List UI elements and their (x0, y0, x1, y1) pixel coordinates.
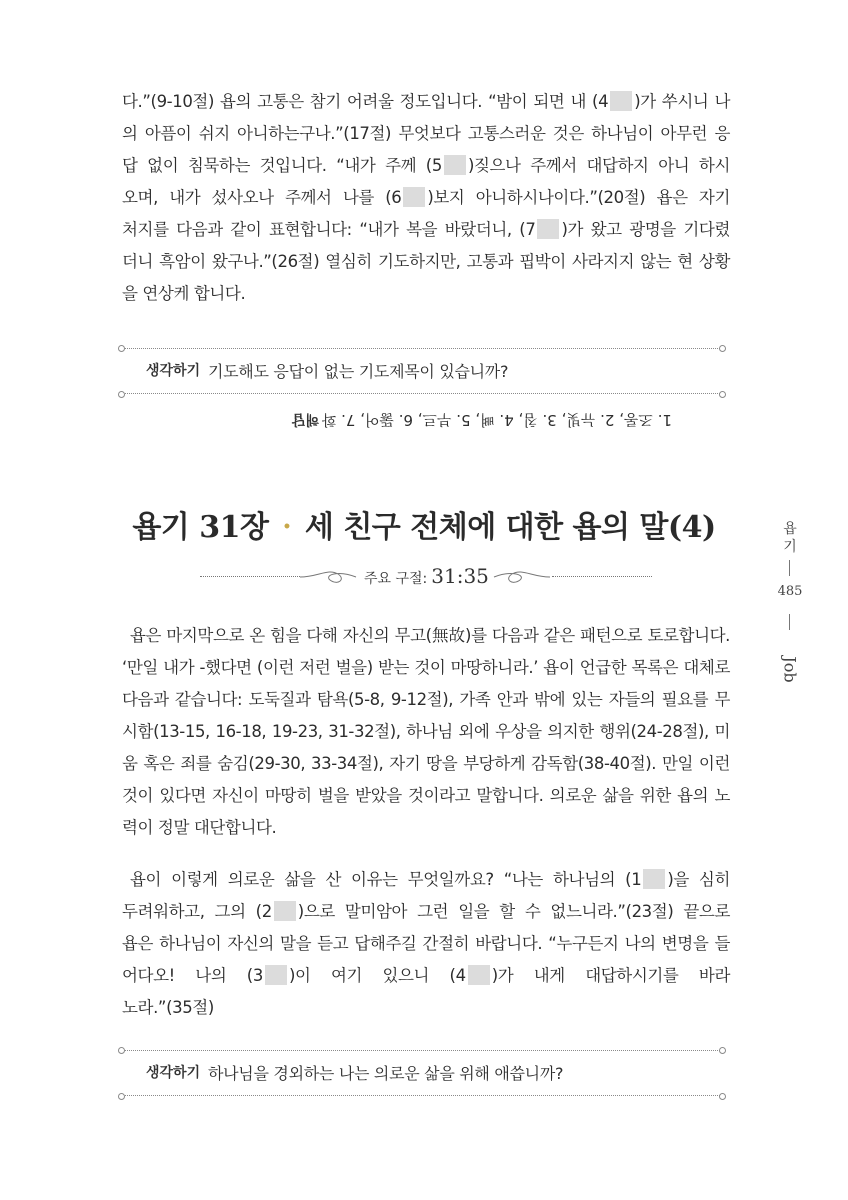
flourish-icon (492, 566, 552, 588)
page-number: 485 (777, 584, 803, 599)
text-segment: ‘만일 내가 -했다면 (이런 저런 벌을) 받는 것이 마땅하니라.’ 욥이 언급한 목록은 대체로 (122, 658, 730, 677)
text-segment: 력이 정말 대단합니다. (122, 818, 277, 837)
title-separator: • (282, 519, 291, 535)
key-verse-text: 주요 구절: 31:35 (364, 564, 489, 588)
text-segment: 시함(13-15, 16-18, 19-23, 31-32절), 하나님 외에 우상을 의지한 행위(24-28절), 미 (122, 722, 730, 741)
text-line (122, 246, 730, 278)
text-line (122, 214, 730, 246)
text-line (122, 278, 730, 310)
body-paragraph-2 (122, 864, 730, 1024)
text-line (122, 748, 730, 780)
text-segment: )이 여기 있으니 (4 (288, 966, 466, 985)
key-verse (200, 562, 652, 592)
text-segment: 어다오! 나의 (3 (122, 966, 263, 985)
text-line (122, 620, 730, 652)
body-paragraph-1 (122, 620, 730, 844)
answer-key (292, 404, 672, 434)
page-sidebar (770, 520, 810, 690)
think-question: 기도해도 응답이 없는 기도제목이 있습니까? (208, 362, 509, 381)
text-segment: )가 왔고 광명을 기다렸 (561, 220, 730, 239)
text-segment: )으로 말미암아 그런 일을 할 수 없느니라.”(23절) 끝으로 (297, 902, 730, 921)
text-line (122, 896, 730, 928)
fill-in-blank (265, 965, 287, 985)
fill-in-blank (468, 965, 490, 985)
ornament-line (200, 576, 300, 577)
text-line (122, 86, 730, 118)
text-line (122, 780, 730, 812)
ornament-dot (719, 391, 726, 398)
chapter-title-left: 욥기 31장 (132, 510, 269, 545)
text-segment: )가 쑤시니 나 (634, 92, 730, 111)
text-segment: 답 없이 침묵하는 것입니다. “내가 주께 (5 (122, 156, 442, 175)
text-segment: 욥은 마지막으로 온 힘을 다해 자신의 무고(無故)를 다음과 같은 패턴으로 토로합니다. (130, 626, 730, 645)
fill-in-blank (274, 901, 296, 921)
text-line (122, 812, 730, 844)
text-segment: 욥은 하나님이 자신의 말을 듣고 답해주길 간절히 바랍니다. “누구든지 나의 변명을 들 (122, 934, 730, 953)
text-segment: )가 내게 대답하시기를 바라 (491, 966, 730, 985)
text-segment: )짖으나 주께서 대답하지 아니 하시 (467, 156, 730, 175)
think-box-1 (122, 348, 722, 394)
think-box-2 (122, 1050, 722, 1096)
text-segment: 노라.”(35절) (122, 998, 214, 1017)
ornament-line (552, 576, 652, 577)
text-segment: 처지를 다음과 같이 표현합니다: “내가 복을 바랐더니, (7 (122, 220, 536, 239)
ornament-dot (118, 1093, 125, 1100)
text-segment: 을 연상케 합니다. (122, 284, 246, 303)
text-line (122, 960, 730, 992)
running-book-title: 욥기 (783, 521, 797, 555)
chapter-title (0, 502, 848, 546)
divider (122, 348, 722, 349)
answer-text: 1. 조롱, 2. 뉴빛, 3. 침, 4. 뼈, 5. 부르, 6. 뚫어, 7. 화 (321, 411, 672, 429)
text-line (122, 928, 730, 960)
think-question: 하나님을 경외하는 나는 의로운 삶을 위해 애씁니까? (208, 1064, 564, 1083)
text-segment: 오며, 내가 섰사오나 주께서 나를 (6 (122, 188, 402, 207)
ornament-dot (118, 1047, 125, 1054)
text-line (122, 716, 730, 748)
text-line (122, 992, 730, 1024)
think-label: 생각하기 (146, 1065, 201, 1081)
text-segment: 다.”(9-10절) 욥의 고통은 참기 어려울 정도입니다. “밤이 되면 내 (4 (122, 92, 609, 111)
ornament-dot (719, 345, 726, 352)
divider (122, 1095, 722, 1096)
text-segment: 의 아픔이 쉬지 아니하는구나.”(17절) 무엇보다 고통스러운 것은 하나님이 아무런 응 (122, 124, 730, 143)
ornament-dot (118, 345, 125, 352)
text-line (122, 864, 730, 896)
flourish-icon (298, 566, 358, 588)
text-segment: )보지 아니하시나이다.”(20절) 욥은 자기 (427, 188, 730, 207)
divider (789, 614, 790, 630)
text-line (122, 652, 730, 684)
divider (122, 393, 722, 394)
fill-in-blank (643, 869, 665, 889)
text-line (122, 118, 730, 150)
text-segment: 움 혹은 죄를 숨김(29-30, 33-34절), 자기 땅을 부당하게 감독함(38-40절). 만일 이런 (122, 754, 730, 773)
answer-label: 해답 (292, 411, 320, 427)
text-segment: 것이 있다면 자신이 마땅히 벌을 받았을 것이라고 말합니다. 의로운 삶을 위한 욥의 노 (122, 786, 730, 805)
ornament-dot (719, 1093, 726, 1100)
fill-in-blank (610, 91, 632, 111)
fill-in-blank (403, 187, 425, 207)
text-segment: 두려워하고, 그의 (2 (122, 902, 272, 921)
ornament-dot (719, 1047, 726, 1054)
text-segment: 더니 흑암이 왔구나.”(26절) 열심히 기도하지만, 고통과 핍박이 사라지지 않는 현 상황 (122, 252, 730, 271)
text-segment: 욥이 이렇게 의로운 삶을 산 이유는 무엇일까요? “나는 하나님의 (1 (130, 870, 642, 889)
text-segment: )을 심히 (667, 870, 730, 889)
top-paragraph (122, 86, 730, 310)
chapter-title-right: 세 친구 전체에 대한 욥의 말(4) (304, 510, 716, 545)
divider (122, 1050, 722, 1051)
text-line (122, 684, 730, 716)
text-line (122, 182, 730, 214)
fill-in-blank (537, 219, 559, 239)
ornament-dot (118, 391, 125, 398)
think-label: 생각하기 (146, 363, 201, 379)
fill-in-blank (444, 155, 466, 175)
running-english-title: Job (780, 656, 800, 683)
text-segment: 다음과 같습니다: 도둑질과 탐욕(5-8, 9-12절), 가족 안과 밖에 있는 자들의 필요를 무 (122, 690, 730, 709)
divider (789, 560, 790, 576)
text-line (122, 150, 730, 182)
